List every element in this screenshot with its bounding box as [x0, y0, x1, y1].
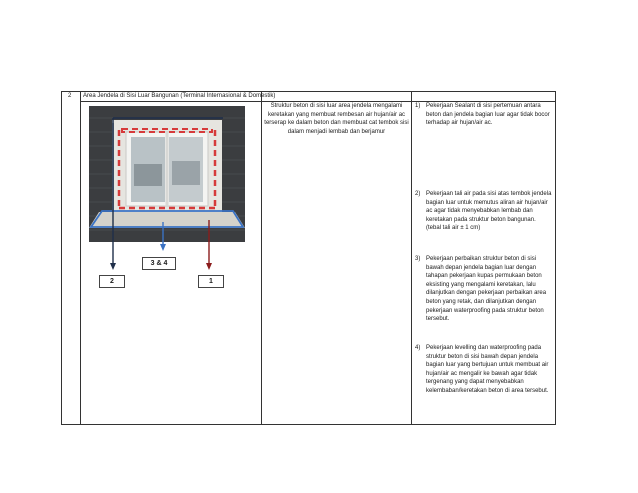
work-table [61, 91, 556, 425]
label-box-1: 1 [198, 275, 224, 288]
solution-number: 1) [415, 103, 421, 109]
solution-number: 4) [415, 345, 421, 351]
row-number: 2 [68, 93, 72, 99]
solution-number: 3) [415, 256, 421, 262]
row-title: Area Jendela di Sisi Luar Bangunan (Terminal Internasional & Domestik) [83, 93, 276, 99]
solution-text: Pekerjaan perbaikan struktur beton di sisi bawah depan jendela bagian luar dengan tahapan pekerjaan kupas permukaan beton eksisting yang mengalami keretakan, lalu dilanjutkan dengan pekerjaan perbaikan area beton yang retak, dan dilanjutkan dengan pekerjaan waterproofing pada struktur beton tersebut. [426, 256, 547, 323]
label-box-2: 2 [99, 275, 125, 288]
solution-text: Pekerjaan Sealant di sisi pertemuan antara beton dan jendela bagian luar agar tidak bocor terhadap air hujan/air ac. [426, 103, 550, 127]
col-divider-3 [411, 92, 412, 424]
solution-text: Pekerjaan tali air pada sisi atas tembok jendela bagian luar untuk memutus aliran air hujan/air ac agar tidak menyebabkan lembab dan keretakan pada struktur beton bangunan. (tebal tali air ± 1 cm) [426, 191, 552, 232]
problem-description: Struktur beton di sisi luar area jendela mengalami keretakan yang membuat rembesan air hujan/air ac terserap ke dalam beton dan membuat cat tembok sisi dalam menjadi lembab dan berjamur [264, 103, 409, 135]
label-box-3-4: 3 & 4 [142, 257, 176, 270]
solution-text: Pekerjaan levelling dan waterproofing pada struktur beton di sisi bawah depan jendela bagian luar yang bertujuan untuk membuat air hujan/air ac mengalir ke bawah agar tidak tergenang yang dapat menyebabkan kelembaban/keretakan beton di area tersebut. [426, 345, 549, 394]
col-divider-2 [261, 92, 262, 424]
solution-number: 2) [415, 191, 421, 197]
